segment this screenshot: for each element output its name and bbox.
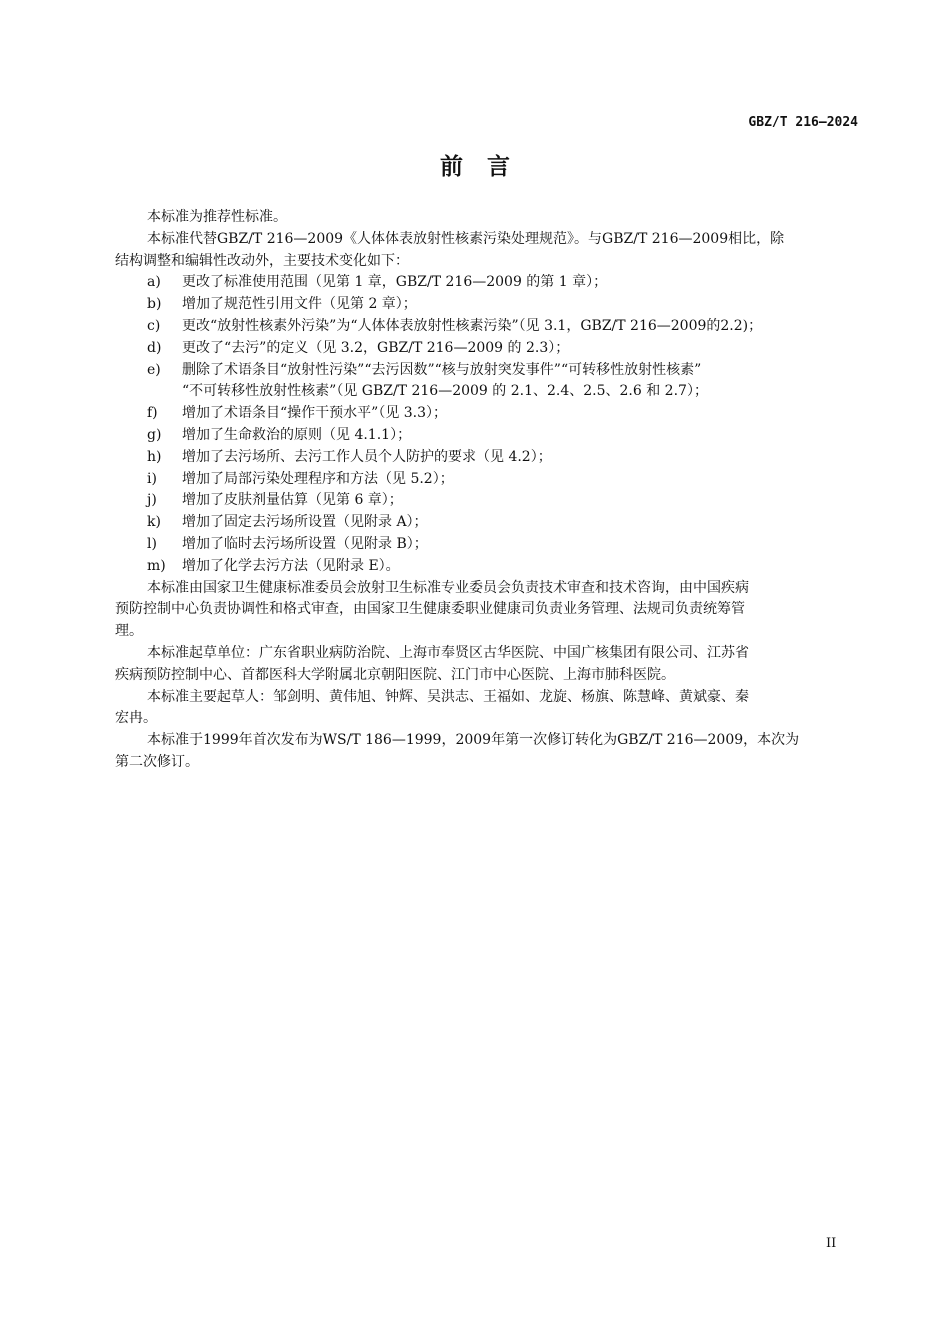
- list-item-label: c): [147, 317, 161, 334]
- paragraph-line: 疾病预防控制中心、首都医科大学附属北京朝阳医院、江门市中心医院、上海市肺科医院。: [115, 666, 675, 683]
- list-item: [115, 534, 860, 556]
- list-item-text: 更改了标准使用范围（见第 1 章，GBZ/T 216—2009 的第 1 章）；: [182, 274, 608, 291]
- paragraph-line: 结构调整和编辑性改动外，主要技术变化如下：: [115, 252, 409, 269]
- list-item-label: b): [147, 296, 162, 313]
- list-item-text: 增加了生命救治的原则（见 4.1.1）；: [182, 426, 412, 443]
- list-item: [115, 316, 860, 338]
- list-item-label: k): [147, 514, 161, 531]
- page-title: 前言: [440, 154, 534, 180]
- list-item-label: e): [147, 361, 161, 378]
- paragraph-line: 宏冉。: [115, 710, 157, 727]
- page-number: II: [826, 1236, 837, 1251]
- list-item-label: i): [147, 470, 157, 487]
- list-item-text: 增加了皮肤剂量估算（见第 6 章）；: [182, 492, 403, 509]
- list-item-text: 增加了规范性引用文件（见第 2 章）；: [182, 296, 417, 313]
- paragraph-line: 预防控制中心负责协调性和格式审查，由国家卫生健康委职业健康司负责业务管理、法规司负责统筹管: [115, 601, 745, 618]
- paragraph-line: 本标准主要起草人：邹剑明、黄伟旭、钟辉、吴洪志、王福如、龙旋、杨旗、陈慧峰、黄斌豪、秦: [147, 688, 749, 705]
- changes-list: [115, 272, 860, 577]
- list-item-text: 增加了术语条目“操作干预水平”（见 3.3）；: [182, 405, 448, 422]
- foreword-body: [115, 207, 860, 774]
- paragraph-line: 本标准代替GBZ/T 216—2009《人体体表放射性核素污染处理规范》。与GBZ/T 216—2009相比，除: [147, 230, 785, 247]
- list-item-text: 增加了临时去污场所设置（见附录 B）；: [182, 535, 428, 552]
- list-item-text: 增加了固定去污场所设置（见附录 A）；: [182, 514, 428, 531]
- paragraph-line: 本标准为推荐性标准。: [147, 209, 287, 225]
- document-code: GBZ/T 216—2024: [748, 115, 858, 130]
- list-item: [115, 469, 860, 491]
- list-item-label: l): [147, 535, 157, 552]
- list-item-text: 增加了化学去污方法（见附录 E）。: [182, 557, 400, 574]
- list-item-label: d): [147, 339, 162, 356]
- list-item-text: 更改“放射性核素外污染”为“人体体表放射性核素污染”（见 3.1，GBZ/T 216—2009的2.2)；: [182, 317, 763, 334]
- list-item-label: a): [147, 274, 161, 291]
- list-item-label: m): [147, 557, 166, 574]
- list-item: [115, 403, 860, 425]
- list-item-label: g): [147, 426, 162, 443]
- list-item: [115, 556, 860, 578]
- paragraph-line: 本标准起草单位：广东省职业病防治院、上海市奉贤区古华医院、中国广核集团有限公司、江苏省: [147, 644, 749, 661]
- paragraph-line: 理。: [115, 623, 143, 640]
- list-item-label: j): [147, 492, 157, 509]
- list-item-label: f): [147, 405, 158, 422]
- list-item-continuation: “不可转移性放射性核素”（见 GBZ/T 216—2009 的 2.1、2.4、2.5、2.6 和 2.7）；: [182, 383, 708, 400]
- list-item: [115, 425, 860, 447]
- list-item: [115, 338, 860, 360]
- list-item-text: 增加了去污场所、去污工作人员个人防护的要求（见 4.2）；: [182, 448, 552, 465]
- list-item: [115, 490, 860, 512]
- list-item: [115, 272, 860, 294]
- list-item: [115, 447, 860, 469]
- list-item-label: h): [147, 448, 162, 465]
- list-item: [115, 360, 860, 382]
- paragraph-line: 第二次修订。: [115, 753, 199, 770]
- list-item-text: 更改了“去污”的定义（见 3.2，GBZ/T 216—2009 的 2.3）；: [182, 339, 570, 356]
- paragraph-line: 本标准由国家卫生健康标准委员会放射卫生标准专业委员会负责技术审查和技术咨询，由中国疾病: [147, 579, 749, 596]
- list-item: [115, 294, 860, 316]
- list-item-text: 删除了术语条目“放射性污染”“去污因数”“核与放射突发事件”“可转移性放射性核素”: [182, 361, 702, 378]
- list-item: [115, 512, 860, 534]
- paragraph-line: 本标准于1999年首次发布为WS/T 186—1999，2009年第一次修订转化为GBZ/T 216—2009，本次为: [147, 732, 800, 749]
- list-item-text: 增加了局部污染处理程序和方法（见 5.2）；: [182, 470, 454, 487]
